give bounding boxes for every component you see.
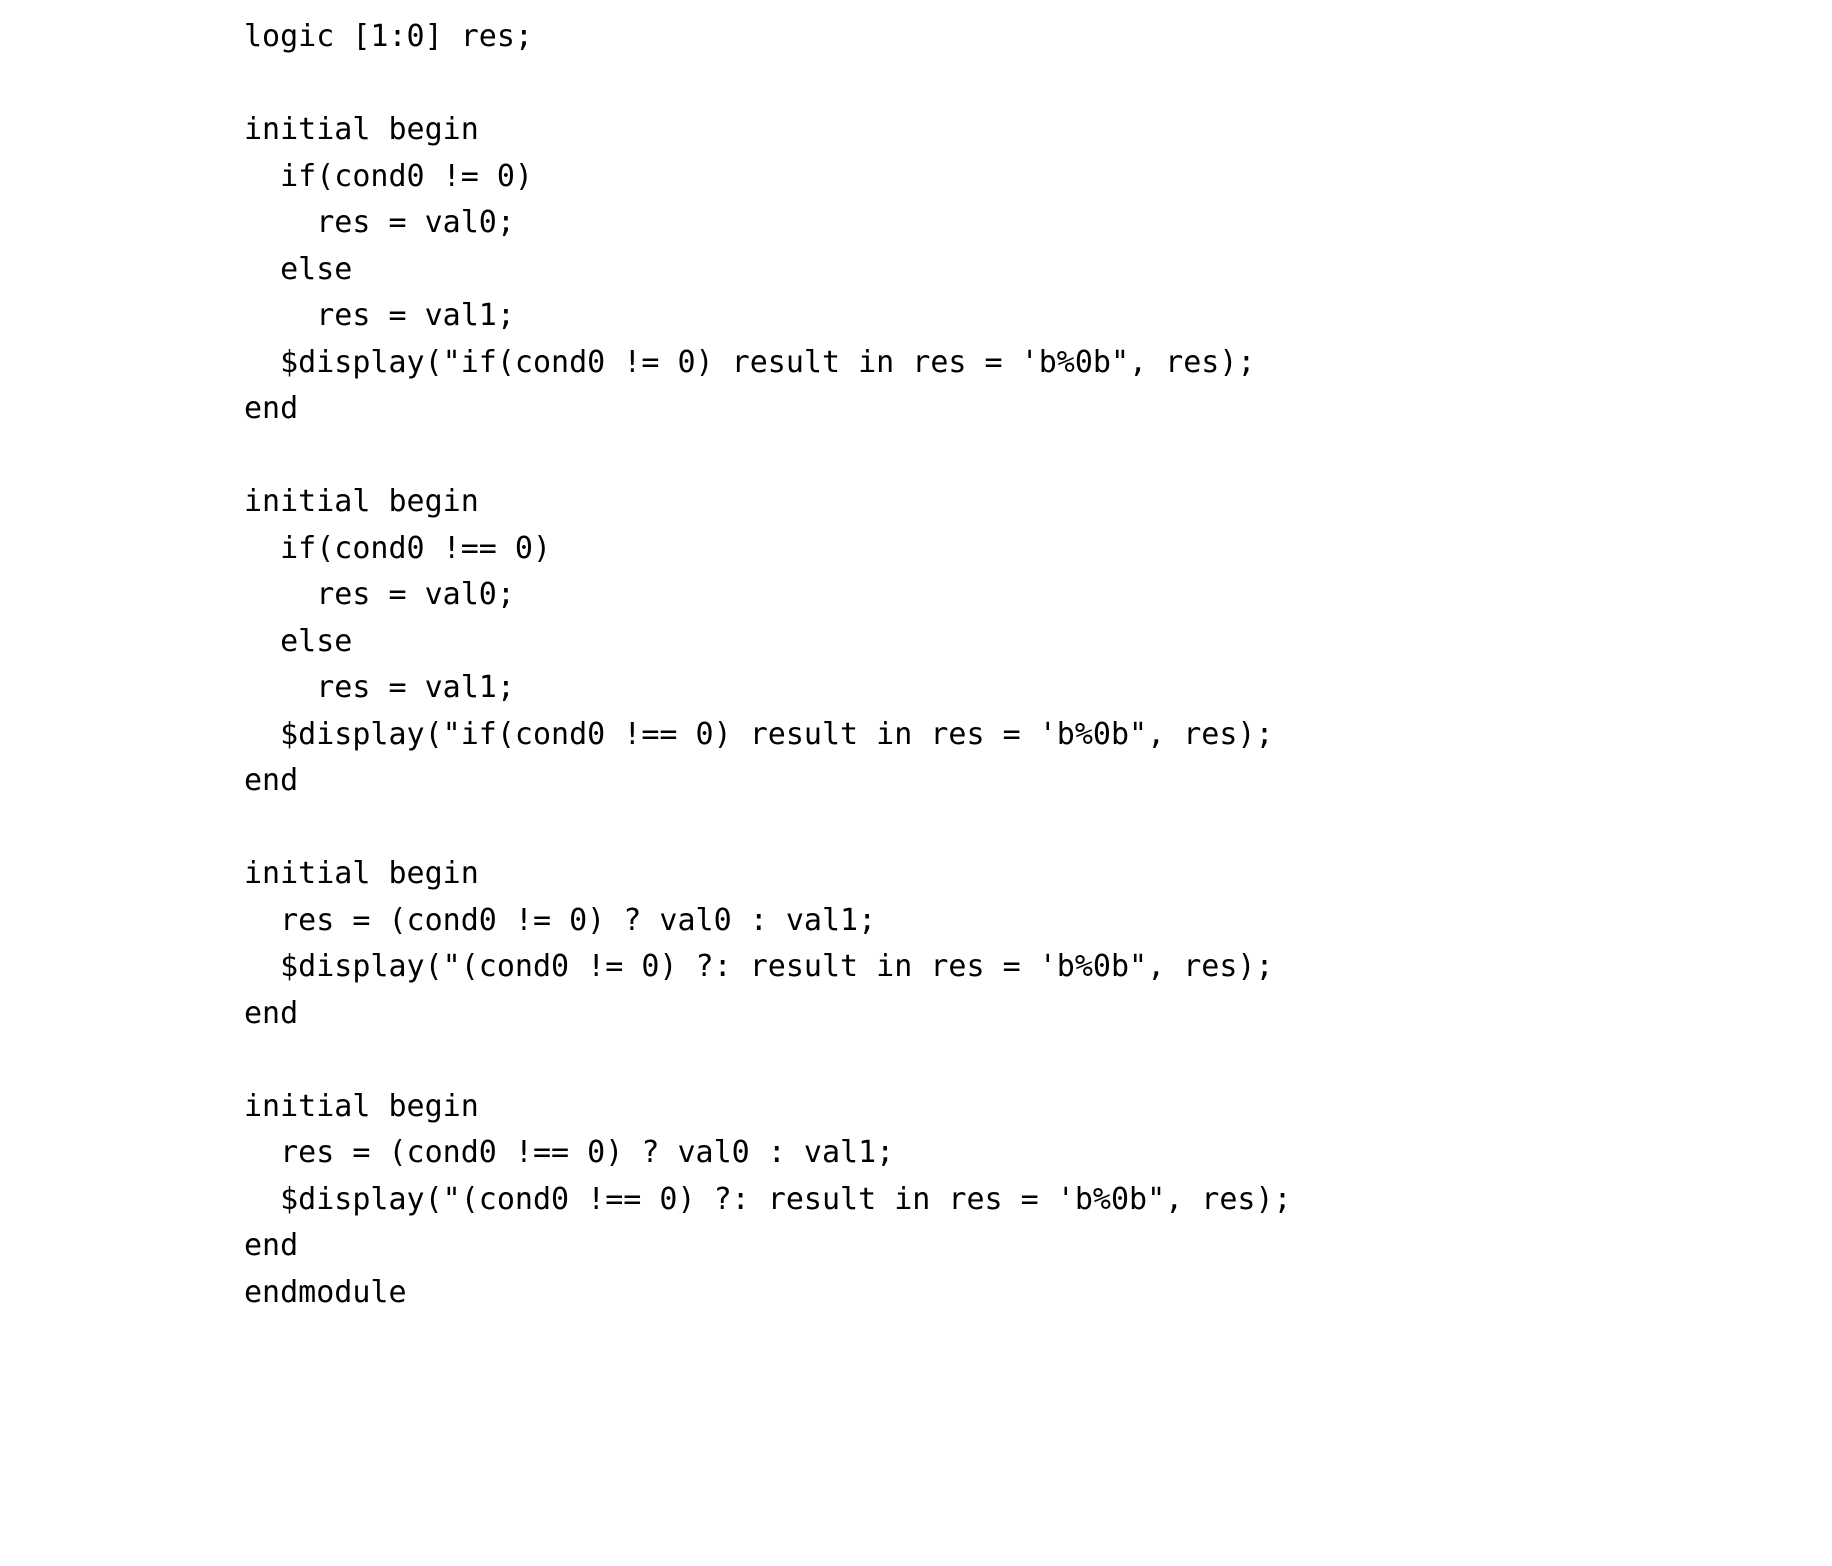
code-line: else	[244, 623, 353, 659]
code-line: initial begin	[244, 1088, 479, 1124]
code-line: end	[244, 1228, 299, 1263]
code-line	[0, 805, 1832, 852]
code-line	[0, 433, 1832, 480]
code-line: res = val1;	[244, 298, 515, 333]
code-line: $display("if(cond0 !== 0) result in res = 'b%0b", res);	[244, 716, 1274, 752]
code-line: else	[244, 251, 353, 287]
code-line: $display("(cond0 != 0) ?: result in res = 'b%0b", res);	[244, 949, 1274, 984]
code-line: logic [1:0] res;	[244, 19, 533, 54]
code-line	[0, 1037, 1832, 1084]
code-line	[0, 61, 1832, 108]
code-line: if(cond0 != 0)	[244, 158, 533, 194]
code-line: $display("(cond0 !== 0) ?: result in res = 'b%0b", res);	[244, 1181, 1292, 1217]
code-line: if(cond0 !== 0)	[244, 530, 552, 566]
code-line: res = val0;	[244, 577, 515, 612]
code-line: initial begin	[244, 112, 479, 147]
code-line: initial begin	[244, 484, 479, 519]
code-line: res = (cond0 !== 0) ? val0 : val1;	[244, 1135, 895, 1170]
code-line: $display("if(cond0 != 0) result in res = 'b%0b", res);	[244, 344, 1256, 380]
code-line: end	[244, 995, 299, 1031]
code-line: end	[244, 391, 299, 426]
code-line: initial begin	[244, 856, 479, 891]
code-line: res = val0;	[244, 205, 515, 240]
code-line: res = val1;	[244, 670, 515, 705]
code-line: end	[244, 763, 299, 798]
code-line: endmodule	[244, 1274, 407, 1310]
code-line: res = (cond0 != 0) ? val0 : val1;	[244, 902, 877, 938]
